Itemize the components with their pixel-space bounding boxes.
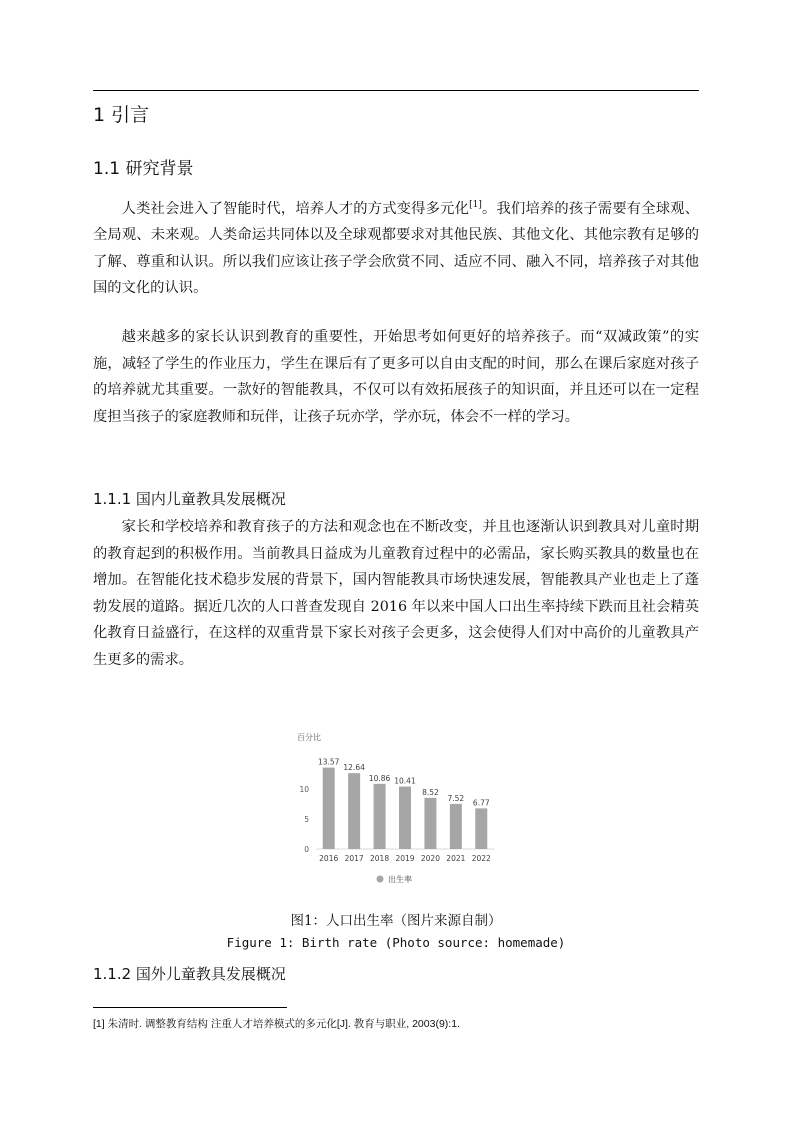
subsection-heading-1-1-1: 1.1.1 国内儿童教具发展概况 bbox=[93, 490, 286, 508]
section-heading: 1.1 研究背景 bbox=[93, 159, 194, 179]
subsection-heading-1-1-2: 1.1.2 国外儿童教具发展概况 bbox=[93, 965, 286, 983]
paragraph-1-text-a: 人类社会进入了智能时代，培养人才的方式变得多元化 bbox=[121, 200, 470, 217]
paragraph-2: 越来越多的家长认识到教育的重要性，开始思考如何更好的培养孩子。而“双减政策”的实施，减轻了学生的作业压力，学生在课后有了更多可以自由支配的时间，那么在课后家庭对孩子的培养就尤其重要。一款好的智能教具，不仅可以有效拓展孩子的知识面，并且还可以在一定程度担当孩子的家庭教师和玩伴，让孩子玩亦学，学亦玩，体会不一样的学习。 bbox=[93, 329, 699, 425]
data-label: 13.57 bbox=[317, 757, 340, 767]
y-axis-label: 百分比 bbox=[297, 733, 321, 742]
y-tick-label: 5 bbox=[304, 815, 309, 824]
data-label: 6.77 bbox=[472, 798, 490, 808]
data-label: 10.86 bbox=[368, 773, 391, 783]
paragraph-3: 家长和学校培养和教育孩子的方法和观念也在不断改变，并且也逐渐认识到教具对儿童时期的教育起到的积极作用。当前教具日益成为儿童教育过程中的必需品，家长购买教具的数量也在增加。在智能化技术稳步发展的背景下，国内智能教具市场快速发展，智能教具产业也走上了蓬勃发展的道路。据近几次的人口普查发现自 2016 年以来中国人口出生率持续下跌而且社会精英化教育日益盛行，在这样的双重背景下家长对孩子会更多，这会使得人们对中高价的儿童教具产生更多的需求。 bbox=[93, 519, 699, 668]
data-label: 8.52 bbox=[422, 787, 439, 797]
figure-caption-en: Figure 1: Birth rate (Photo source: homemade) bbox=[226, 935, 566, 950]
bar-2022 bbox=[475, 808, 487, 849]
y-tick-label: 10 bbox=[299, 785, 309, 794]
x-tick-label: 2021 bbox=[446, 854, 466, 863]
footnote: [1] 朱清时. 调整教育结构 注重人才培养模式的多元化[J]. 教育与职业, 2003(9):1. bbox=[93, 1018, 460, 1030]
x-tick-label: 2020 bbox=[420, 854, 440, 863]
x-tick-label: 2022 bbox=[471, 854, 491, 863]
header-rule bbox=[93, 90, 699, 91]
paragraph-1-text-b: 。我们培养的孩子需要有全球观、全局观、未来观。人类命运共同体以及全球观都要求对其他民族、其他文化、其他宗教有足够的了解、尊重和认识。所以我们应该让孩子学会欣赏不同、适应不同、融入不同，培养孩子对其他国的文化的认识。 bbox=[93, 200, 700, 297]
paragraph-1 bbox=[93, 192, 699, 302]
bar-2019 bbox=[399, 787, 411, 849]
figure-caption-cn: 图1：人口出生率（图片来源自制） bbox=[290, 913, 502, 929]
chapter-heading: 1 引言 bbox=[93, 104, 150, 126]
birth-rate-chart bbox=[293, 725, 503, 890]
data-label: 12.64 bbox=[343, 763, 365, 773]
bar-2016 bbox=[323, 768, 335, 849]
footnote-rule bbox=[93, 1007, 287, 1008]
x-tick-label: 2019 bbox=[395, 854, 415, 863]
data-label: 7.52 bbox=[447, 793, 465, 803]
x-tick-label: 2018 bbox=[370, 854, 390, 863]
bar-2017 bbox=[348, 773, 360, 849]
bar-2021 bbox=[450, 804, 462, 849]
data-label: 10.41 bbox=[394, 776, 416, 786]
bar-2020 bbox=[424, 798, 436, 849]
legend-label: 出生率 bbox=[388, 875, 412, 884]
y-tick-label: 0 bbox=[304, 845, 309, 854]
x-tick-label: 2017 bbox=[344, 854, 364, 863]
citation-ref-1[interactable]: [1] bbox=[469, 200, 482, 210]
legend-swatch bbox=[377, 876, 384, 883]
bar-2018 bbox=[374, 784, 386, 849]
x-tick-label: 2016 bbox=[319, 854, 339, 863]
